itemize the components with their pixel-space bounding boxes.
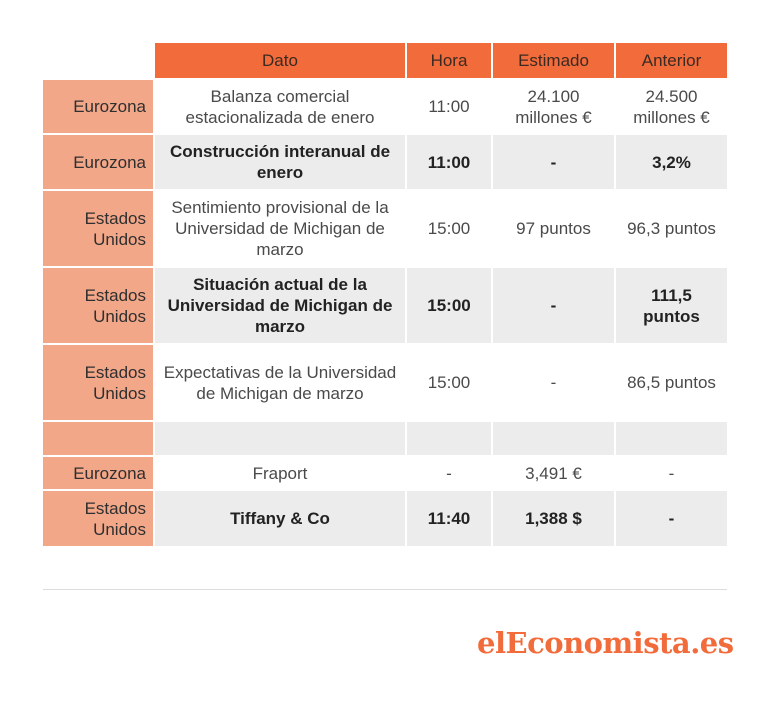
region-cell <box>43 421 154 456</box>
dato-cell: Situación actual de la Universidad de Michigan de marzo <box>154 267 406 344</box>
table-row <box>43 79 727 134</box>
table-row <box>43 267 727 344</box>
table-row <box>43 134 727 190</box>
table-header-row <box>43 43 727 79</box>
dato-cell <box>154 421 406 456</box>
anterior-cell <box>615 421 727 456</box>
anterior-cell: - <box>615 456 727 490</box>
anterior-cell: 86,5 puntos <box>615 344 727 421</box>
dato-cell: Tiffany & Co <box>154 490 406 546</box>
region-cell: Eurozona <box>43 134 154 190</box>
anterior-cell: 111,5 puntos <box>615 267 727 344</box>
eleconomista-logo: elEconomista.es <box>477 626 734 660</box>
hora-cell: - <box>406 456 492 490</box>
header-blank <box>43 43 154 79</box>
region-cell: Estados Unidos <box>43 267 154 344</box>
header-hora: Hora <box>406 43 492 79</box>
table-row <box>43 490 727 546</box>
hora-cell <box>406 421 492 456</box>
header-anterior: Anterior <box>615 43 727 79</box>
hora-cell: 15:00 <box>406 190 492 267</box>
economic-calendar-table <box>43 43 727 546</box>
region-cell: Estados Unidos <box>43 490 154 546</box>
dato-cell: Sentimiento provisional de la Universidad de Michigan de marzo <box>154 190 406 267</box>
footer-divider <box>43 589 727 590</box>
hora-cell: 15:00 <box>406 267 492 344</box>
hora-cell: 11:00 <box>406 79 492 134</box>
dato-cell: Expectativas de la Universidad de Michigan de marzo <box>154 344 406 421</box>
anterior-cell: 3,2% <box>615 134 727 190</box>
estimado-cell: 3,491 € <box>492 456 615 490</box>
estimado-cell: 97 puntos <box>492 190 615 267</box>
table-row <box>43 344 727 421</box>
calendar-table-container <box>43 43 727 546</box>
region-cell: Eurozona <box>43 79 154 134</box>
dato-cell: Fraport <box>154 456 406 490</box>
header-dato: Dato <box>154 43 406 79</box>
estimado-cell: - <box>492 344 615 421</box>
anterior-cell: - <box>615 490 727 546</box>
region-cell: Estados Unidos <box>43 190 154 267</box>
table-row <box>43 190 727 267</box>
estimado-cell: - <box>492 134 615 190</box>
region-cell: Estados Unidos <box>43 344 154 421</box>
dato-cell: Balanza comercial estacionalizada de enero <box>154 79 406 134</box>
hora-cell: 11:00 <box>406 134 492 190</box>
estimado-cell <box>492 421 615 456</box>
hora-cell: 15:00 <box>406 344 492 421</box>
anterior-cell: 96,3 puntos <box>615 190 727 267</box>
header-estimado: Estimado <box>492 43 615 79</box>
estimado-cell: - <box>492 267 615 344</box>
estimado-cell: 1,388 $ <box>492 490 615 546</box>
table-row <box>43 456 727 490</box>
table-row-spacer <box>43 421 727 456</box>
dato-cell: Construcción interanual de enero <box>154 134 406 190</box>
region-cell: Eurozona <box>43 456 154 490</box>
anterior-cell: 24.500 millones € <box>615 79 727 134</box>
estimado-cell: 24.100 millones € <box>492 79 615 134</box>
hora-cell: 11:40 <box>406 490 492 546</box>
